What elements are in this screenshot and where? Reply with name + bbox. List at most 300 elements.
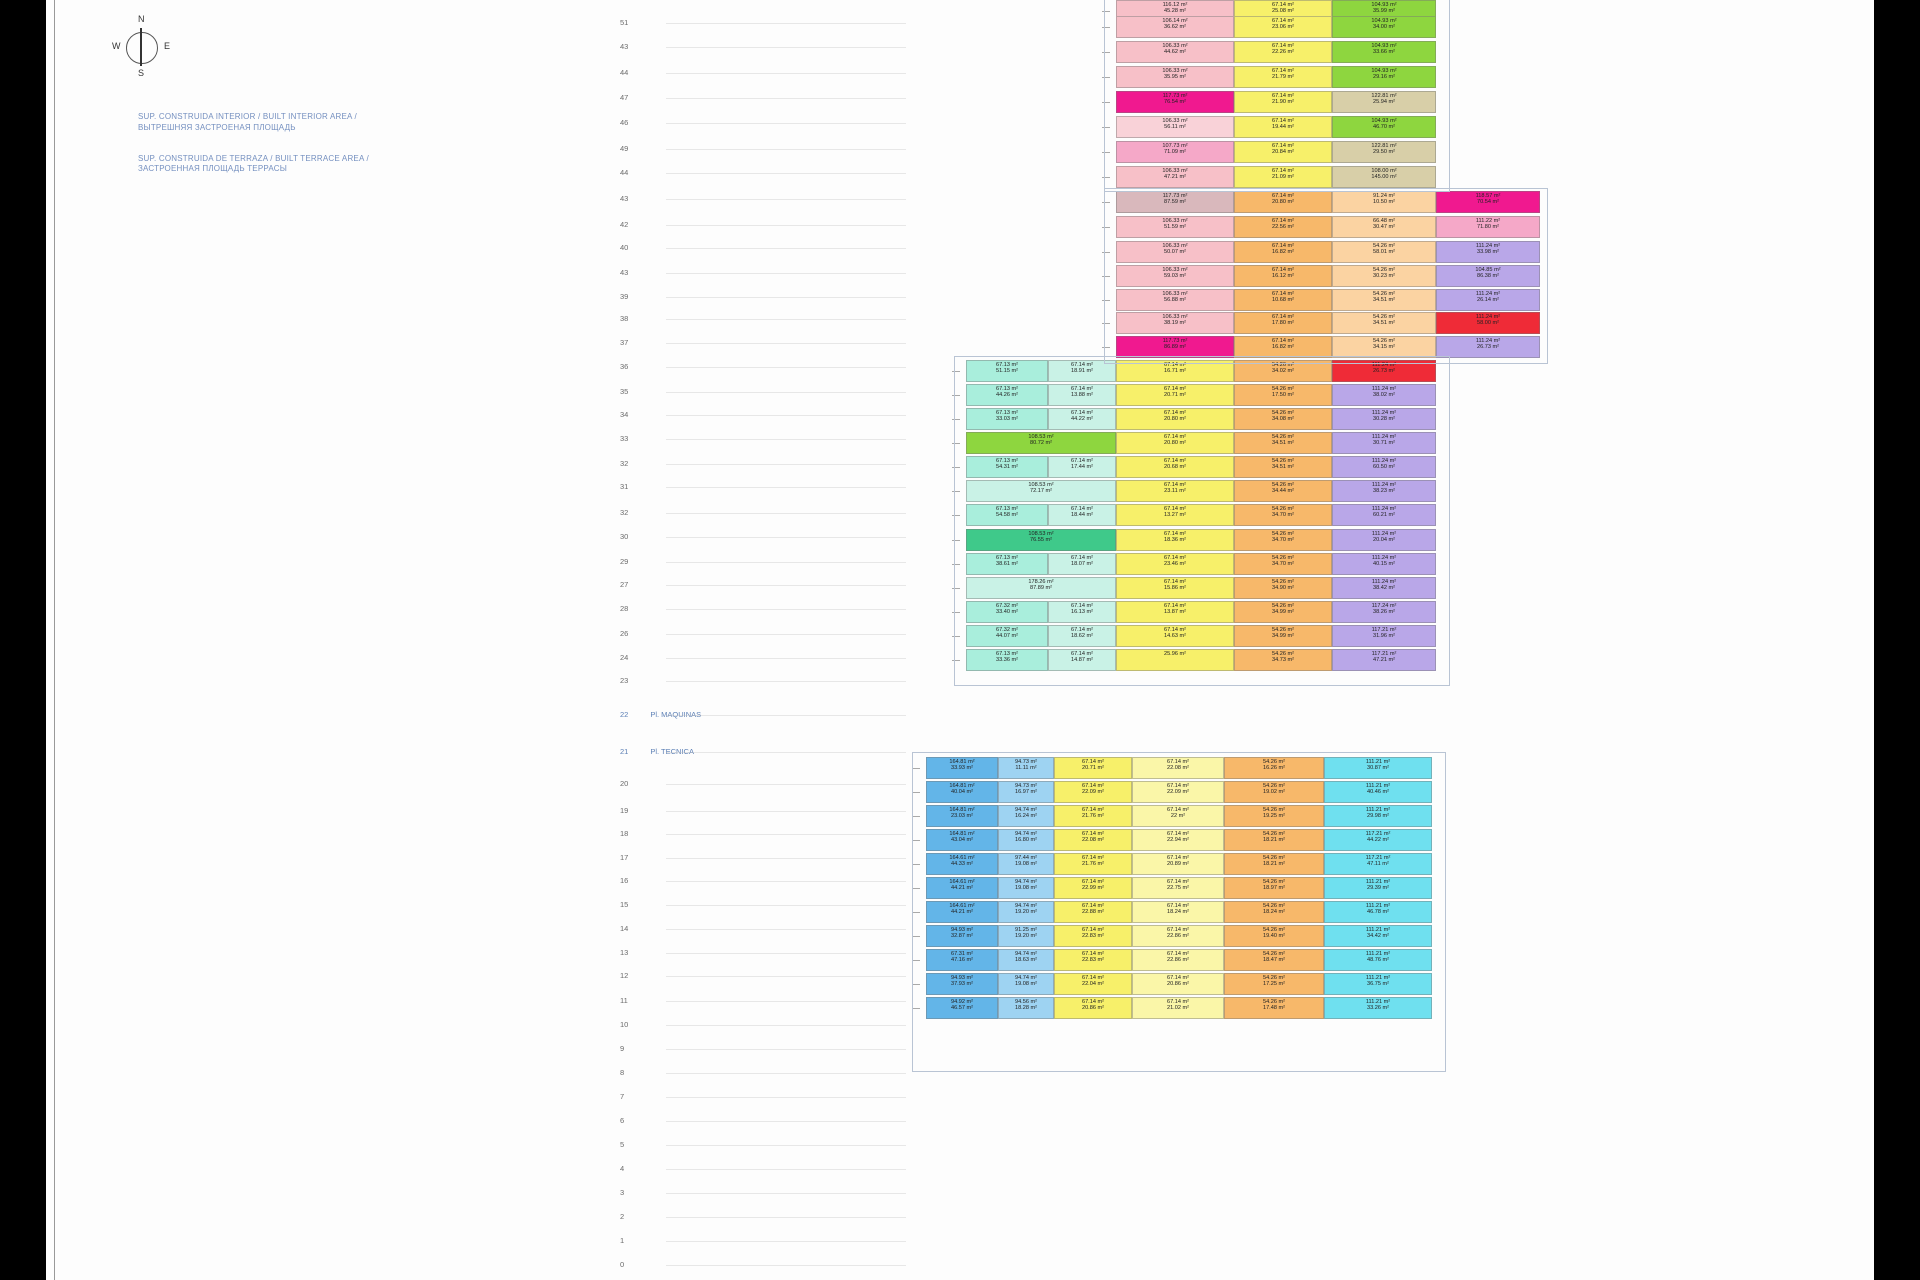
floor-number: 26 [620,629,629,638]
terrace-area-value: 18.91 m² [1070,368,1094,375]
interior-area-value: 67.14 m² [1166,975,1190,981]
terrace-area-value: 87.89 m² [1029,585,1053,592]
terrace-area-value: 18.36 m² [1163,537,1187,544]
floor-label [620,1044,624,1053]
terrace-area-value: 87.59 m² [1163,199,1187,206]
leader-line [666,513,906,514]
terrace-area-value: 22.08 m² [1081,837,1105,844]
floor-number: 40 [620,243,629,252]
interior-area-value: 54.26 m² [1271,603,1295,609]
leader-line [666,464,906,465]
interior-area-value: 117.21 m² [1365,831,1391,837]
floor-label [620,900,628,909]
interior-area-value: 67.14 m² [1271,2,1295,8]
floor-number: 2 [620,1212,625,1221]
leader-line [666,752,906,753]
interior-area-value: 54.26 m² [1262,855,1286,861]
terrace-area-value: 34.90 m² [1271,585,1295,592]
terrace-area-value: 22.04 m² [1081,981,1105,988]
floor-number: 9 [620,1044,625,1053]
interior-area-value: 67.31 m² [950,951,974,957]
terrace-area-value: 46.70 m² [1372,124,1396,131]
floor-number: 42 [620,220,629,229]
interior-area-value: 67.14 m² [1070,410,1094,416]
building-outline [912,752,1446,1072]
leader-line [666,1025,906,1026]
interior-area-value: 54.26 m² [1372,314,1396,320]
interior-area-value: 67.14 m² [1070,386,1094,392]
leader-line [666,1217,906,1218]
terrace-area-value: 29.39 m² [1366,885,1390,892]
terrace-area-value: 47.16 m² [950,957,974,964]
interior-area-value: 54.26 m² [1372,291,1396,297]
interior-area-value: 67.14 m² [1070,555,1094,561]
floor-number: 13 [620,948,629,957]
terrace-area-value: 21.79 m² [1271,74,1295,81]
leader-line [666,273,906,274]
interior-area-value: 94.74 m² [1014,879,1038,885]
terrace-area-value: 26.14 m² [1476,297,1500,304]
terrace-area-value: 50.07 m² [1163,249,1187,256]
terrace-area-value: 47.21 m² [1372,657,1396,664]
leader-line [666,834,906,835]
floor-number: 33 [620,434,629,443]
terrace-area-value: 80.72 m² [1029,440,1053,447]
terrace-area-value: 56.11 m² [1164,124,1186,131]
interior-area-value: 118.57 m² [1475,193,1501,199]
interior-area-value: 111.24 m² [1371,362,1397,368]
terrace-area-value: 18.24 m² [1262,909,1286,916]
floor-label [620,829,628,838]
terrace-area-value: 33.98 m² [1476,249,1500,256]
leader-line [666,1001,906,1002]
interior-area-value: 164.81 m² [949,783,975,789]
terrace-area-value: 33.03 m² [995,416,1019,423]
interior-area-value: 111.24 m² [1371,531,1397,537]
interior-area-value: 104.93 m² [1371,68,1397,74]
terrace-area-value: 47.11 m² [1367,861,1389,868]
interior-area-value: 178.26 m² [1028,579,1054,585]
floor-label [620,676,628,685]
terrace-area-value: 37.93 m² [950,981,974,988]
leader-line [666,976,906,977]
terrace-area-value: 29.50 m² [1372,149,1396,156]
interior-area-value: 106.33 m² [1162,314,1188,320]
terrace-area-value: 16.82 m² [1271,344,1295,351]
terrace-area-value: 19.20 m² [1014,933,1038,940]
compass-label-s: S [138,68,145,78]
leader-line [666,98,906,99]
interior-area-value: 106.33 m² [1162,291,1188,297]
leader-line [666,858,906,859]
leader-line [666,658,906,659]
interior-area-value: 67.14 m² [1271,338,1295,344]
interior-area-value: 67.14 m² [1163,482,1187,488]
floor-number: 32 [620,508,629,517]
floor-number: 14 [620,924,629,933]
interior-area-value: 54.26 m² [1262,903,1286,909]
interior-area-value: 67.14 m² [1166,807,1190,813]
terrace-area-value: 21.09 m² [1271,174,1295,181]
floor-label [620,1116,624,1125]
floor-name: Pl. TECNICA [650,747,694,756]
interior-area-value: 111.24 m² [1371,506,1397,512]
terrace-area-value: 40.46 m² [1366,789,1390,796]
terrace-area-value: 19.44 m² [1271,124,1295,131]
building-outline [954,356,1450,686]
terrace-area-value: 58.01 m² [1372,249,1396,256]
floor-label [620,194,628,203]
leader-line [666,1145,906,1146]
interior-area-value: 104.93 m² [1371,118,1397,124]
floor-label [620,557,628,566]
interior-area-value: 67.14 m² [1070,506,1094,512]
interior-area-value: 111.24 m² [1371,482,1397,488]
interior-area-value: 54.26 m² [1271,579,1295,585]
interior-area-value: 67.14 m² [1166,855,1190,861]
leader-line [666,319,906,320]
leader-line [666,173,906,174]
interior-area-value: 111.21 m² [1365,975,1391,981]
terrace-area-value: 30.28 m² [1372,416,1396,423]
terrace-area-value: 16.80 m² [1014,837,1038,844]
floor-label [620,168,628,177]
leader-line [666,1241,906,1242]
floor-number: 47 [620,93,629,102]
terrace-area-value: 18.62 m² [1070,633,1094,640]
floor-label [620,410,628,419]
floor-label [620,243,628,252]
leader-line [666,1265,906,1266]
floor-label [620,42,628,51]
terrace-area-value: 44.22 m² [1366,837,1390,844]
interior-area-value: 67.14 m² [1081,927,1105,933]
terrace-area-value: 38.02 m² [1372,392,1396,399]
leader-line [666,47,906,48]
floor-number: 20 [620,779,629,788]
interior-area-value: 111.24 m² [1371,386,1397,392]
floor-number: 36 [620,362,629,371]
interior-area-value: 54.26 m² [1271,651,1295,657]
leader-line [666,811,906,812]
leader-line [666,609,906,610]
terrace-area-value: 16.24 m² [1014,813,1038,820]
legend-line-1: SUP. CONSTRUIDA INTERIOR / BUILT INTERIOR AREA / [138,112,357,121]
interior-area-value: 108.53 m² [1028,434,1054,440]
floor-label [620,220,628,229]
interior-area-value: 111.24 m² [1371,434,1397,440]
terrace-area-value: 22.09 m² [1081,789,1105,796]
interior-area-value: 54.26 m² [1271,386,1295,392]
floor-number: 43 [620,194,629,203]
legend-line-4: ЗАСТРОЕННАЯ ПЛОЩАДЬ ТЕРРАСЫ [138,164,287,174]
leader-line [666,929,906,930]
terrace-area-value: 86.38 m² [1476,273,1500,280]
leader-line [666,537,906,538]
interior-area-value: 54.26 m² [1271,434,1295,440]
terrace-area-value: 44.21 m² [950,885,974,892]
terrace-area-value: 48.76 m² [1366,957,1390,964]
interior-area-value: 67.14 m² [1081,903,1105,909]
compass-label-e: E [164,41,171,51]
interior-area-value: 106.14 m² [1162,18,1188,24]
floor-label [620,971,628,980]
terrace-area-value: 34.15 m² [1372,344,1396,351]
leader-line [666,439,906,440]
interior-area-value: 117.21 m² [1371,627,1397,633]
interior-area-value: 67.14 m² [1163,531,1187,537]
floor-label [620,948,628,957]
leader-line [666,73,906,74]
floor-label [620,996,628,1005]
floor-label [620,338,628,347]
interior-area-value: 67.14 m² [1081,999,1105,1005]
floor-label [620,434,628,443]
terrace-area-value: 46.78 m² [1366,909,1390,916]
interior-area-value: 54.26 m² [1262,807,1286,813]
floor-number: 4 [620,1164,625,1173]
interior-area-value: 67.14 m² [1081,879,1105,885]
interior-area-value: 67.14 m² [1166,831,1190,837]
legend [138,112,538,195]
floor-number: 27 [620,580,629,589]
floor-label [620,118,628,127]
leader-line [666,392,906,393]
terrace-area-value: 22.56 m² [1271,224,1295,231]
compass-ring [126,32,158,64]
floor-label [620,1140,624,1149]
floor-label [620,629,628,638]
floor-label [620,876,628,885]
terrace-area-value: 18.21 m² [1262,861,1286,868]
floor-label [620,1236,624,1245]
interior-area-value: 106.33 m² [1162,118,1188,124]
interior-area-value: 111.24 m² [1475,314,1501,320]
terrace-area-value: 16.82 m² [1271,249,1295,256]
interior-area-value: 67.14 m² [1081,831,1105,837]
interior-area-value: 117.73 m² [1162,193,1188,199]
interior-area-value: 111.21 m² [1365,783,1391,789]
terrace-area-value: 36.75 m² [1366,981,1390,988]
floor-number: 49 [620,144,629,153]
terrace-area-value: 43.04 m² [950,837,974,844]
interior-area-value: 94.74 m² [1014,807,1038,813]
interior-area-value: 107.73 m² [1162,143,1188,149]
terrace-area-value: 34.99 m² [1271,633,1295,640]
interior-area-value: 67.14 m² [1271,93,1295,99]
floor-label [620,604,628,613]
interior-area-value: 54.26 m² [1262,783,1286,789]
floor-number: 6 [620,1116,625,1125]
terrace-area-value: 45.28 m² [1163,8,1187,15]
interior-area-value: 106.33 m² [1162,243,1188,249]
floor-label [620,924,628,933]
terrace-area-value: 18.28 m² [1014,1005,1038,1012]
terrace-area-value: 34.99 m² [1271,609,1295,616]
floor-number: 44 [620,168,629,177]
interior-area-value: 54.26 m² [1372,338,1396,344]
terrace-area-value: 22.08 m² [1166,765,1190,772]
terrace-area-value: 16.12 m² [1271,273,1295,280]
interior-area-value: 111.21 m² [1365,903,1391,909]
terrace-area-value: 23.06 m² [1271,24,1295,31]
interior-area-value: 67.14 m² [1271,267,1295,273]
leader-line [666,953,906,954]
legend-line-2: ВЫТРЕШНЯЯ ЗАСТРОЕНАЯ ПЛОЩАДЬ [138,122,296,132]
interior-area-value: 54.26 m² [1262,999,1286,1005]
interior-area-value: 164.81 m² [949,759,975,765]
terrace-area-value: 40.04 m² [950,789,974,796]
terrace-area-value: 18.97 m² [1262,885,1286,892]
terrace-area-value: 56.88 m² [1163,297,1187,304]
floor-label [620,853,628,862]
interior-area-value: 117.21 m² [1365,855,1391,861]
letterbox-right [1874,0,1920,1280]
leader-line [666,634,906,635]
terrace-area-value: 17.48 m² [1262,1005,1286,1012]
terrace-area-value: 34.51 m² [1271,440,1295,447]
terrace-area-value: 30.23 m² [1372,273,1396,280]
terrace-area-value: 86.89 m² [1163,344,1187,351]
floor-number: 15 [620,900,629,909]
floor-name: Pl. MAQUINAS [650,710,702,719]
interior-area-value: 106.33 m² [1162,168,1188,174]
terrace-area-value: 22 m² [1170,813,1186,820]
floor-number: 34 [620,410,629,419]
floor-label [620,1260,624,1269]
leader-line [666,123,906,124]
interior-area-value: 67.14 m² [1271,243,1295,249]
terrace-area-value: 18.21 m² [1262,837,1286,844]
interior-area-value: 67.14 m² [1271,314,1295,320]
floor-label [620,268,628,277]
terrace-area-value: 18.63 m² [1014,957,1038,964]
terrace-area-value: 20.89 m² [1166,861,1190,868]
floor-label [620,1020,628,1029]
floor-number: 46 [620,118,629,127]
terrace-area-value: 34.70 m² [1271,512,1295,519]
interior-area-value: 122.81 m² [1371,143,1397,149]
terrace-area-value: 19.08 m² [1014,885,1038,892]
terrace-area-value: 18.07 m² [1070,561,1094,568]
interior-area-value: 164.61 m² [949,855,975,861]
interior-area-value: 67.14 m² [1271,43,1295,49]
terrace-area-value: 17.50 m² [1271,392,1295,399]
interior-area-value: 67.32 m² [995,603,1019,609]
interior-area-value: 54.26 m² [1271,410,1295,416]
interior-area-value: 67.14 m² [1166,951,1190,957]
floor-label [620,580,628,589]
terrace-area-value: 29.16 m² [1372,74,1396,81]
interior-area-value: 54.26 m² [1271,362,1295,368]
terrace-area-value: 20.80 m² [1163,416,1187,423]
interior-area-value: 67.13 m² [995,506,1019,512]
terrace-area-value: 13.88 m² [1070,392,1094,399]
interior-area-value: 66.48 m² [1372,218,1396,224]
interior-area-value: 117.21 m² [1371,651,1397,657]
interior-area-value: 94.93 m² [950,927,974,933]
interior-area-value: 94.73 m² [1014,783,1038,789]
interior-area-value: 117.73 m² [1162,93,1188,99]
terrace-area-value: 47.21 m² [1163,174,1187,181]
floor-label [620,1164,624,1173]
leader-line [666,905,906,906]
floor-number: 21 [620,747,629,756]
floor-number: 43 [620,268,629,277]
terrace-area-value: 11.11 m² [1015,765,1037,772]
terrace-area-value: 34.51 m² [1372,297,1396,304]
interior-area-value: 67.14 m² [1271,68,1295,74]
terrace-area-value: 20.84 m² [1271,149,1295,156]
leader-line [666,881,906,882]
interior-area-value: 108.53 m² [1028,482,1054,488]
leader-line [666,1121,906,1122]
terrace-area-value: 19.08 m² [1014,981,1038,988]
terrace-area-value: 72.17 m² [1029,488,1053,495]
interior-area-value: 94.74 m² [1014,903,1038,909]
floor-number: 1 [620,1236,625,1245]
interior-area-value: 91.25 m² [1014,927,1038,933]
terrace-area-value: 18.24 m² [1166,909,1190,916]
legend-line-3: SUP. CONSTRUIDA DE TERRAZA / BUILT TERRACE AREA / [138,153,369,163]
terrace-area-value: 13.27 m² [1163,512,1187,519]
legend-block-interior [138,112,538,134]
interior-area-value: 94.74 m² [1014,831,1038,837]
interior-area-value: 108.53 m² [1028,531,1054,537]
interior-area-value: 111.24 m² [1475,291,1501,297]
interior-area-value: 67.14 m² [1163,434,1187,440]
leader-line [666,248,906,249]
terrace-area-value: 34.02 m² [1271,368,1295,375]
terrace-area-value: 22.83 m² [1081,957,1105,964]
floor-number: 7 [620,1092,625,1101]
interior-area-value: 111.24 m² [1475,243,1501,249]
terrace-area-value: 30.47 m² [1372,224,1396,231]
terrace-area-value: 14.63 m² [1163,633,1187,640]
interior-area-value: 67.14 m² [1070,458,1094,464]
floor-number: 39 [620,292,629,301]
letterbox-left [0,0,46,1280]
interior-area-value: 67.14 m² [1163,458,1187,464]
terrace-area-value: 60.21 m² [1372,512,1396,519]
terrace-area-value: 22.99 m² [1081,885,1105,892]
interior-area-value: 67.14 m² [1271,118,1295,124]
interior-area-value: 164.81 m² [949,807,975,813]
interior-area-value: 67.14 m² [1166,783,1190,789]
leader-line [666,715,906,716]
floor-label-column [606,0,716,1280]
interior-area-value: 54.26 m² [1262,879,1286,885]
terrace-area-value: 25.94 m² [1372,99,1396,106]
terrace-area-value: 145.00 m² [1371,174,1397,181]
terrace-area-value: 54.58 m² [995,512,1019,519]
terrace-area-value: 23.46 m² [1163,561,1187,568]
floor-number: 10 [620,1020,629,1029]
terrace-area-value: 21.02 m² [1166,1005,1190,1012]
interior-area-value: 67.14 m² [1070,627,1094,633]
terrace-area-value: 20.80 m² [1271,199,1295,206]
terrace-area-value: 76.55 m² [1029,537,1053,544]
floor-number: 31 [620,482,629,491]
interior-area-value: 67.14 m² [1070,603,1094,609]
interior-area-value: 164.61 m² [949,903,975,909]
interior-area-value: 106.33 m² [1162,218,1188,224]
interior-area-value: 97.44 m² [1014,855,1038,861]
building-outline [1104,188,1548,364]
terrace-area-value: 23.11 m² [1164,488,1186,495]
interior-area-value: 54.26 m² [1262,975,1286,981]
interior-area-value: 54.26 m² [1271,458,1295,464]
